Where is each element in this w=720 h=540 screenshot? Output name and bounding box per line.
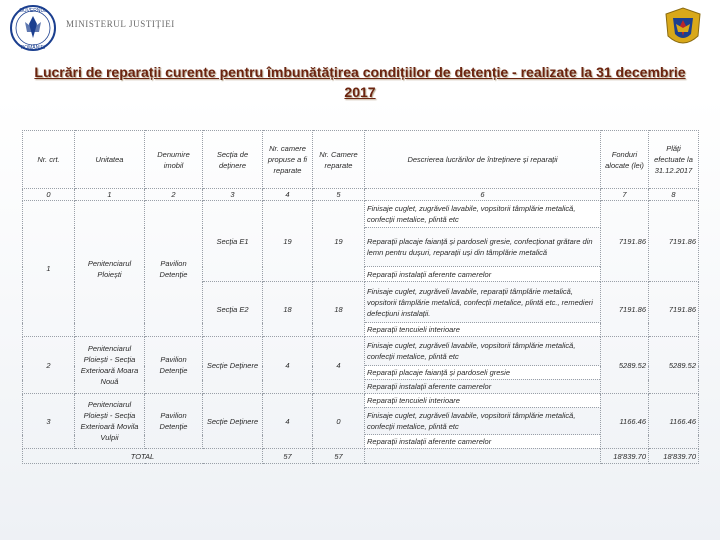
total-funds: 18'839.70 bbox=[601, 449, 649, 464]
row-paid: 7191.86 bbox=[649, 282, 699, 337]
index-row bbox=[23, 189, 699, 201]
row-description-line: Reparații instalații aferente camerelor bbox=[365, 380, 601, 394]
col-paid: Plăți efectuate la 31.12.2017 bbox=[649, 131, 699, 189]
government-logo bbox=[6, 4, 60, 52]
row-description-line: Reparații tencuieli interioare bbox=[365, 323, 601, 337]
row-section: Secție Deținere bbox=[203, 337, 263, 394]
index-cell: 3 bbox=[203, 189, 263, 201]
row-funds: 7191.86 bbox=[601, 201, 649, 282]
col-building: Denumire imobil bbox=[145, 131, 203, 189]
table-row bbox=[23, 394, 699, 408]
col-unit: Unitatea bbox=[75, 131, 145, 189]
row-funds: 7191.86 bbox=[601, 282, 649, 337]
logo-text-top: GUVERNUL bbox=[19, 8, 47, 14]
total-paid: 18'839.70 bbox=[649, 449, 699, 464]
row-unit: Penitenciarul Ploiești - Secția Exterioară Movila Vulpii bbox=[75, 394, 145, 449]
index-cell: 6 bbox=[365, 189, 601, 201]
col-nr: Nr. crt. bbox=[23, 131, 75, 189]
row-building: Pavilion Detenție bbox=[145, 337, 203, 394]
table-row bbox=[23, 337, 699, 366]
header-row bbox=[23, 131, 699, 189]
row-proposed: 18 bbox=[263, 282, 313, 337]
row-building: Pavilion Detenție bbox=[145, 201, 203, 337]
row-description-line: Finisaje cuglet, zugrăveli lavabile, reparații tâmplărie metalică, vopsitorii tâmplărie metalică, confecții metalice, plintă etc., remedieri defecțiuni instalații. bbox=[365, 282, 601, 323]
total-description bbox=[365, 449, 601, 464]
row-paid: 7191.86 bbox=[649, 201, 699, 282]
row-repaired: 19 bbox=[313, 201, 365, 282]
col-proposed: Nr. camere propuse a fi reparate bbox=[263, 131, 313, 189]
row-description-line: Finisaje cuglet, zugrăveli lavabile, vopsitorii tâmplărie metalică, confecții metalice, plintă etc bbox=[365, 408, 601, 435]
row-description-line: Reparații placaje faianță și pardoseli gresie bbox=[365, 366, 601, 380]
row-section: Secție Deținere bbox=[203, 394, 263, 449]
row-nr: 3 bbox=[23, 394, 75, 449]
index-cell: 0 bbox=[23, 189, 75, 201]
row-section: Secția E1 bbox=[203, 201, 263, 282]
row-funds: 1166.46 bbox=[601, 394, 649, 449]
row-description-line: Reparații instalații aferente camerelor bbox=[365, 267, 601, 282]
row-description-line: Finisaje cuglet, zugrăveli lavabile, vopsitorii tâmplărie metalică, confecții metalice, plintă etc bbox=[365, 201, 601, 228]
ministry-crest bbox=[660, 6, 706, 52]
index-cell: 8 bbox=[649, 189, 699, 201]
col-section: Secția de deținere bbox=[203, 131, 263, 189]
total-row bbox=[23, 449, 699, 464]
repairs-table bbox=[22, 130, 699, 464]
col-description: Descrierea lucrărilor de întreținere și reparații bbox=[365, 131, 601, 189]
index-cell: 1 bbox=[75, 189, 145, 201]
row-funds: 5289.52 bbox=[601, 337, 649, 394]
row-description-line: Finisaje cuglet, zugrăveli lavabile, vopsitorii tâmplărie metalică, confecții metalice, plintă etc bbox=[365, 337, 601, 366]
total-repaired: 57 bbox=[313, 449, 365, 464]
index-cell: 2 bbox=[145, 189, 203, 201]
row-proposed: 4 bbox=[263, 394, 313, 449]
row-description-line: Reparații placaje faianță și pardoseli gresie, confecționat grătare din lemn pentru dușuri, reparații uși din tâmplărie metalică bbox=[365, 228, 601, 267]
row-nr: 2 bbox=[23, 337, 75, 394]
row-description-line: Reparații tencuieli interioare bbox=[365, 394, 601, 408]
logo-text-bottom: ROMÂNIEI bbox=[20, 45, 46, 51]
row-repaired: 0 bbox=[313, 394, 365, 449]
ministry-name: MINISTERUL JUSTIȚIEI bbox=[66, 19, 175, 29]
index-cell: 7 bbox=[601, 189, 649, 201]
row-unit: Penitenciarul Ploiești bbox=[75, 201, 145, 337]
col-repaired: Nr. Camere reparate bbox=[313, 131, 365, 189]
table-row bbox=[23, 201, 699, 228]
page-title: Lucrări de reparații curente pentru îmbunătățirea condițiilor de detenție - realizate la 31 decembrie 2017 bbox=[34, 64, 686, 100]
row-building: Pavilion Detenție bbox=[145, 394, 203, 449]
row-proposed: 19 bbox=[263, 201, 313, 282]
row-section: Secția E2 bbox=[203, 282, 263, 337]
row-description-line: Reparații instalații aferente camerelor bbox=[365, 435, 601, 449]
index-cell: 4 bbox=[263, 189, 313, 201]
index-cell: 5 bbox=[313, 189, 365, 201]
row-unit: Penitenciarul Ploiești - Secția Exterioară Moara Nouă bbox=[75, 337, 145, 394]
row-repaired: 18 bbox=[313, 282, 365, 337]
row-proposed: 4 bbox=[263, 337, 313, 394]
total-proposed: 57 bbox=[263, 449, 313, 464]
row-paid: 1166.46 bbox=[649, 394, 699, 449]
row-repaired: 4 bbox=[313, 337, 365, 394]
col-funds: Fonduri alocate (lei) bbox=[601, 131, 649, 189]
row-paid: 5289.52 bbox=[649, 337, 699, 394]
row-nr: 1 bbox=[23, 201, 75, 337]
total-label: TOTAL bbox=[23, 449, 263, 464]
